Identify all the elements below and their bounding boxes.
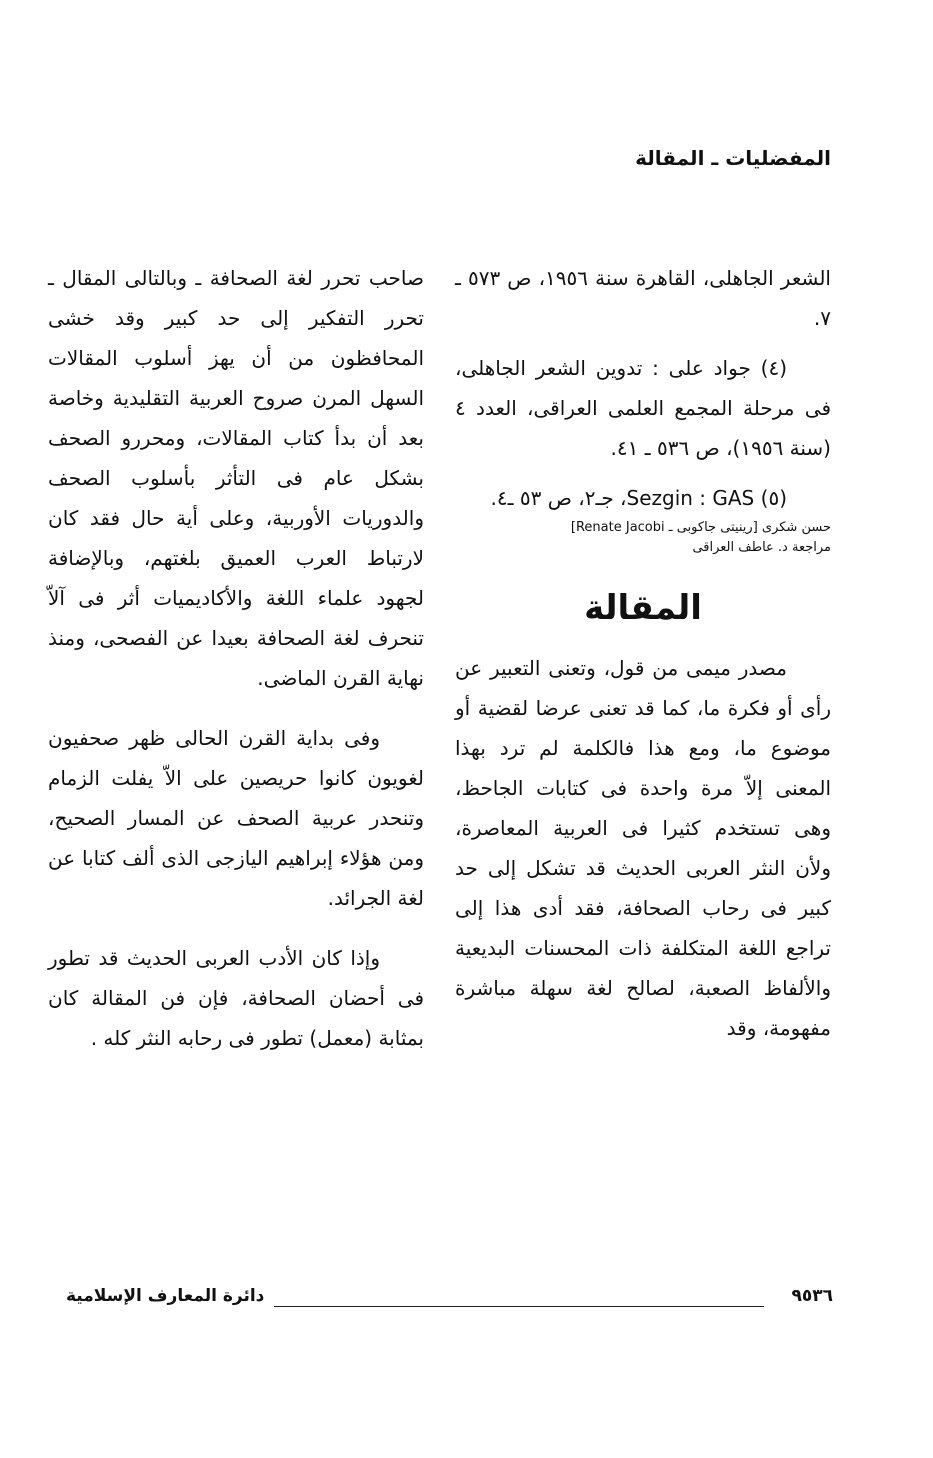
left-column	[48, 258, 424, 1058]
publication-title: دائرة المعارف الإسلامية	[66, 1286, 265, 1306]
page-number: ٩٥٣٦	[791, 1286, 833, 1306]
paragraph-2: وفى بداية القرن الحالى ظهر صحفيون لغويون كانوا حريصين على الاّ يفلت الزمام وتنحدر عربية الصحف عن المسار الصحيح، ومن هؤلاء إبراهيم اليازجى الذى ألف كتابا عن لغة الجرائد.	[48, 726, 424, 910]
footnote-4: (٤) جواد على : تدوين الشعر الجاهلى، فى مرحلة المجمع العلمى العراقى، العدد ٤ (سنة ١٩٥٦)، ص ٥٣٦ ـ ٤١.	[455, 356, 831, 460]
review-credit: مراجعة د. عاطف العراقى	[692, 540, 831, 555]
author-credit: حسن شكرى [رينيتى جاكوبى ـ Renate Jacobi]	[570, 520, 831, 535]
running-head: المفضليات ـ المقالة	[635, 146, 831, 170]
article-body: مصدر ميمى من قول، وتعنى التعبير عن رأى أو فكرة ما، كما قد تعنى عرضا لقضية أو موضوع ما، ومع هذا فالكلمة لم ترد بهذا المعنى إلاّ مرة واحدة فى كتابات الجاحظ، وهى تستخدم كثيرا فى العربية المعاصرة، ولأن النثر العربى الحديث قد تشكل إلى حد كبير فى رحاب الصحافة، فقد أدى هذا إلى تراجع اللغة المتكلفة ذات المحسنات البديعية والألفاظ الصعبة، لصالح لغة سهلة مباشرة مفهومة، وقد	[455, 656, 831, 1040]
right-column	[455, 258, 831, 1048]
article-title: المقالة	[584, 588, 702, 628]
footer-rule	[274, 1306, 764, 1307]
paragraph-3: وإذا كان الأدب العربى الحديث قد تطور فى أحضان الصحافة، فإن فن المقالة كان بمثابة (معمل) تطور فى رحابه النثر كله .	[48, 946, 424, 1050]
footnote-5: (٥) Sezgin : GAS، جـ٢، ص ٥٣ ـ٤.	[490, 486, 787, 510]
footnote-continuation: الشعر الجاهلى، القاهرة سنة ١٩٥٦، ص ٥٧٣ ـ ٧.	[455, 266, 831, 330]
paragraph-1: صاحب تحرر لغة الصحافة ـ وبالتالى المقال ـ تحرر التفكير إلى حد كبير وقد خشى المحافظون من أن يهز أسلوب المقالات السهل المرن صروح العربية التقليدية وخاصة بعد أن بدأ كتاب المقالات، ومحررو الصحف بشكل عام فى التأثر بأسلوب الصحف والدوريات الأوربية، وعلى أية حال فقد كان لارتباط العرب العميق بلغتهم، وبالإضافة لجهود علماء اللغة والأكاديميات أثر فى آلاّ تنحرف لغة الصحافة بعيدا عن الفصحى، ومنذ نهاية القرن الماضى.	[48, 266, 424, 690]
